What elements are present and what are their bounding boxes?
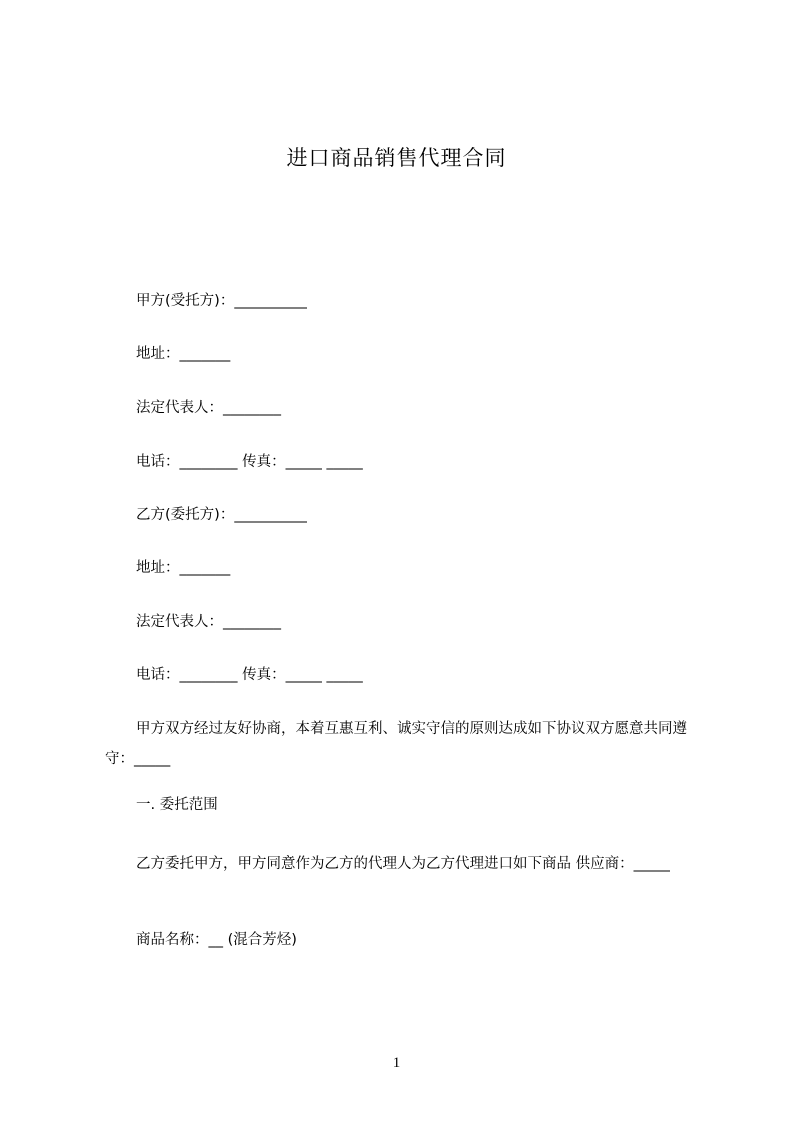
party-a-representative-line: 法定代表人：________ <box>136 400 281 416</box>
page-number: 1 <box>392 1055 401 1071</box>
party-a-address-line: 地址：_______ <box>136 346 231 362</box>
preamble-paragraph: 甲方双方经过友好协商，本着互惠互利、诚实守信的原则达成如下协议双方愿意共同遵守：_____ <box>105 721 687 767</box>
party-a-name-line: 甲方(受托方)：__________ <box>136 293 307 309</box>
party-b-representative-line: 法定代表人：________ <box>136 614 281 630</box>
party-b-address-line: 地址：_______ <box>136 560 231 576</box>
party-b-phone-fax-line: 电话：________ 传真：_____ _____ <box>136 667 363 683</box>
product-name-line: 商品名称：__ (混合芳烃) <box>136 932 297 948</box>
document-title: 进口商品销售代理合同 <box>286 146 507 170</box>
party-a-phone-fax-line: 电话：________ 传真：_____ _____ <box>136 454 363 470</box>
section-1-paragraph: 乙方委托甲方，甲方同意作为乙方的代理人为乙方代理进口如下商品 供应商：_____ <box>136 856 670 872</box>
section-1-heading: 一. 委托范围 <box>136 797 218 813</box>
party-b-name-line: 乙方(委托方)：__________ <box>136 507 307 523</box>
